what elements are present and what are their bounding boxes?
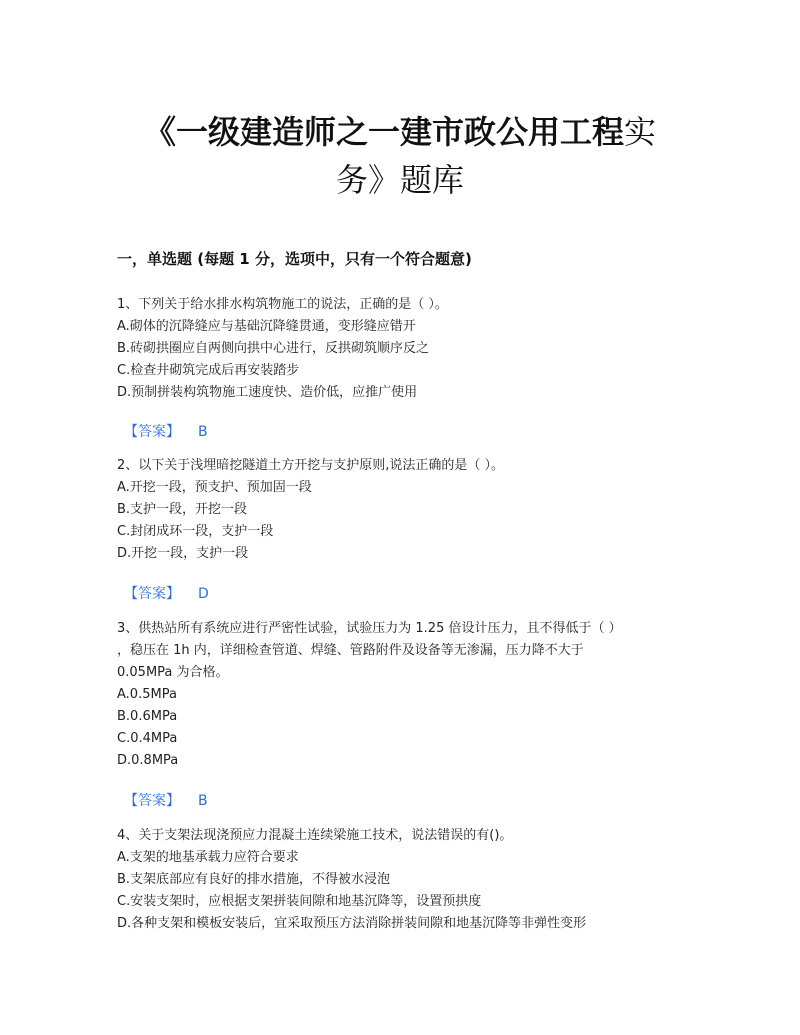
option-d: D.各种支架和模板安装后，宜采取预压方法消除拼装间隙和地基沉降等非弹性变形 — [117, 916, 587, 931]
option-c: C.封闭成环一段，支护一段 — [117, 524, 274, 539]
option-d: D.预制拼装构筑物施工速度快、造价低，应推广使用 — [117, 385, 418, 400]
question-stem-cont: 0.05MPa 为合格。 — [117, 665, 229, 680]
title-line2: 务》题库 — [335, 161, 464, 199]
answer-value: D — [198, 586, 209, 602]
option-d: D.0.8MPa — [117, 753, 179, 768]
answer-2 — [124, 583, 209, 603]
question-stem: 4、关于支架法现浇预应力混凝土连续梁施工技术，说法错误的有()。 — [117, 828, 513, 843]
question-stem-cont: ，稳压在 1h 内，详细检查管道、焊缝、管路附件及设备等无渗漏，压力降不大于 — [117, 643, 584, 658]
answer-3 — [124, 790, 208, 810]
option-c: C.安装支架时，应根据支架拼装间隙和地基沉降等，设置预拱度 — [117, 894, 482, 909]
question-4 — [117, 825, 586, 935]
question-3 — [117, 618, 622, 772]
option-a: A.砌体的沉降缝应与基础沉降缝贯通，变形缝应错开 — [117, 319, 416, 334]
option-b: B.砖砌拱圈应自两侧向拱中心进行，反拱砌筑顺序反之 — [117, 341, 430, 356]
document-title — [100, 108, 700, 204]
question-stem: 3、供热站所有系统应进行严密性试验，试验压力为 1.25 倍设计压力，且不得低于（ ） — [117, 621, 622, 636]
answer-label: 【答案】 — [124, 793, 180, 809]
option-d: D.开挖一段，支护一段 — [117, 546, 249, 561]
question-2 — [117, 455, 504, 565]
option-a: A.开挖一段，预支护、预加固一段 — [117, 480, 312, 495]
option-a: A.支架的地基承载力应符合要求 — [117, 850, 299, 865]
question-stem: 2、以下关于浅埋暗挖隧道土方开挖与支护原则,说法正确的是（ ）。 — [117, 458, 505, 473]
option-c: C.检查井砌筑完成后再安装踏步 — [117, 363, 300, 378]
option-b: B.支护一段，开挖一段 — [117, 502, 248, 517]
question-1 — [117, 294, 448, 404]
answer-value: B — [198, 424, 208, 440]
answer-value: B — [198, 793, 208, 809]
answer-1 — [124, 421, 208, 441]
answer-label: 【答案】 — [124, 586, 180, 602]
answer-label: 【答案】 — [124, 424, 180, 440]
option-c: C.0.4MPa — [117, 731, 178, 746]
section-heading: 一，单选题 (每题 1 分，选项中，只有一个符合题意) — [117, 250, 472, 268]
option-b: B.0.6MPa — [117, 709, 178, 724]
question-stem: 1、下列关于给水排水构筑物施工的说法，正确的是（ ）。 — [117, 297, 448, 312]
option-b: B.支架底部应有良好的排水措施，不得被水浸泡 — [117, 872, 391, 887]
title-line1-tail: 实 — [624, 113, 657, 151]
title-line1-strong: 《一级建造师之一建市政公用工程 — [143, 113, 624, 151]
option-a: A.0.5MPa — [117, 687, 177, 702]
